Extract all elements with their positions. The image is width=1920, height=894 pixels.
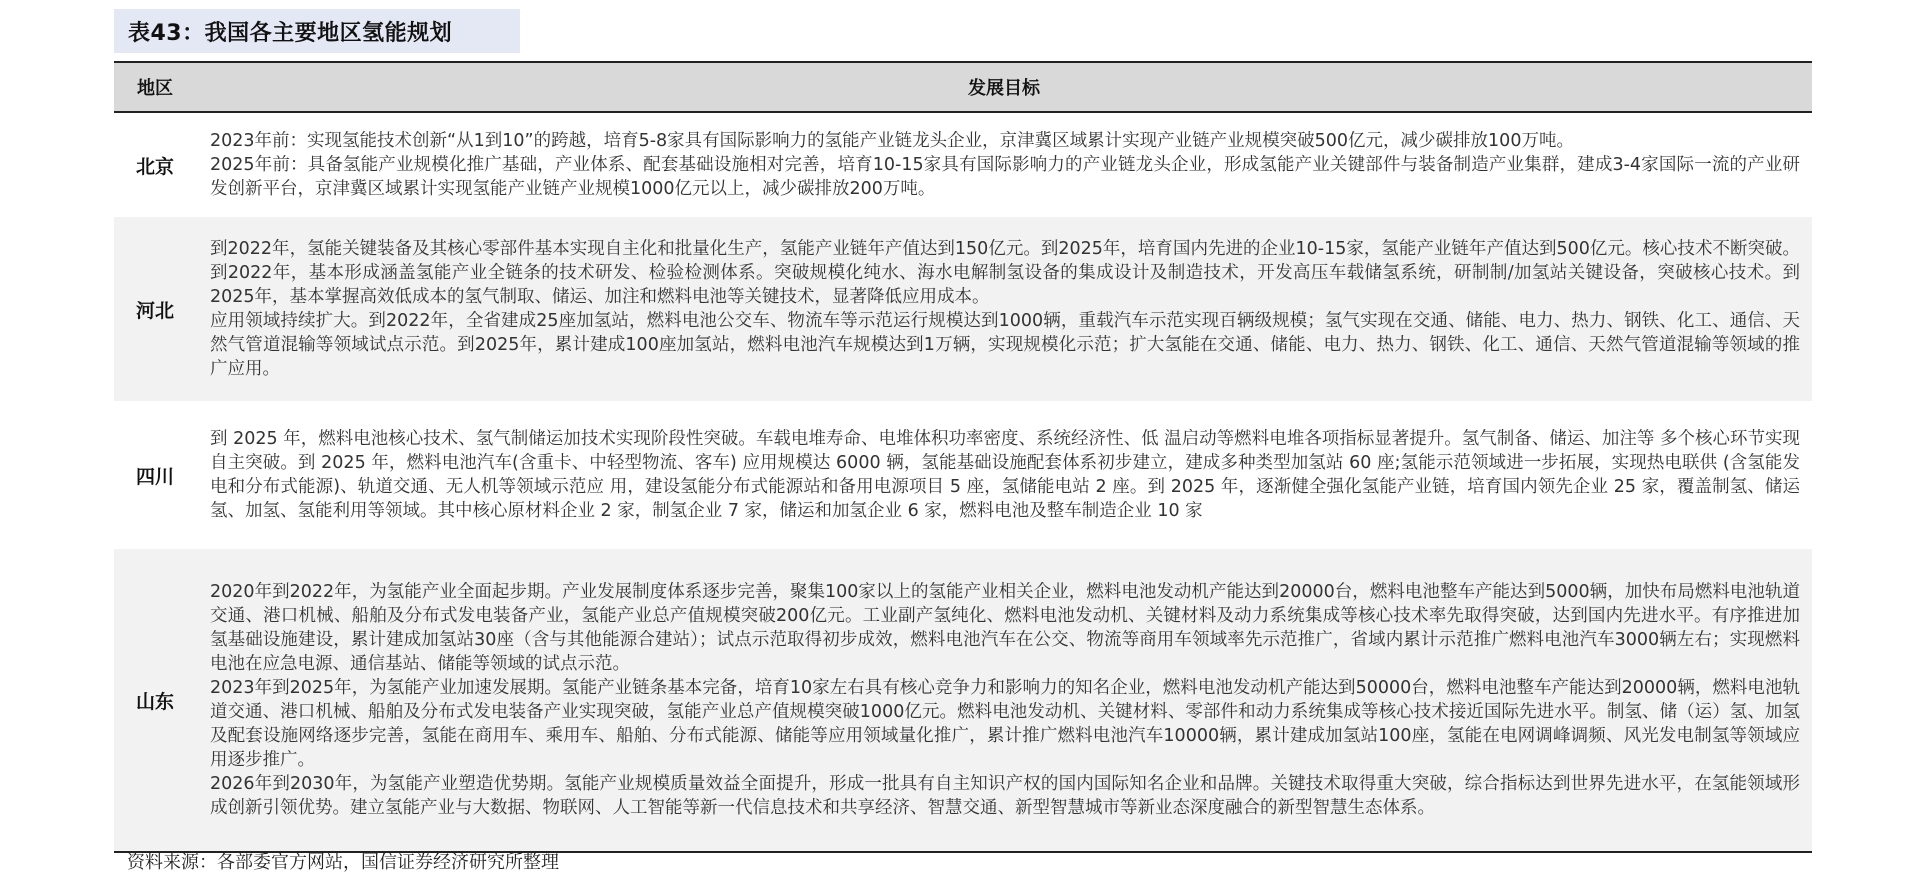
goal-paragraph: 2025年前：具备氢能产业规模化推广基础，产业体系、配套基础设施相对完善，培育10-15家具有国际影响力的产业链龙头企业，形成氢能产业关键部件与装备制造产业集群，建成3-4家国际一流的产业研发创新平台，京津冀区域累计实现氢能产业链产业规模1000亿元以上，减少碳排放200万吨。 [210,155,1800,199]
goal-paragraph: 应用领域持续扩大。到2022年，全省建成25座加氢站，燃料电池公交车、物流车等示范运行规模达到1000辆，重载汽车示范实现百辆级规模；氢气实现在交通、储能、电力、热力、钢铁、化工、通信、天然气管道混输等领域试点示范。到2025年，累计建成100座加氢站，燃料电池汽车规模达到1万辆，实现规模化示范；扩大氢能在交通、储能、电力、热力、钢铁、化工、通信、天然气管道混输等领域的推广应用。 [210,311,1800,379]
goal-paragraph: 到 2025 年，燃料电池核心技术、氢气制储运加技术实现阶段性突破。车载电堆寿命、电堆体积功率密度、系统经济性、低 温启动等燃料电堆各项指标显著提升。氢气制备、储运、加注等 多个核心环节实现自主突破。到 2025 年，燃料电池汽车(含重卡、中轻型物流、客车) 应用规模达 6000 辆，氢能基础设施配套体系初步建立，建成多种类型加氢站 60 座;氢能示范领域进一步拓展，实现热电联供 (含氢能发电和分布式能源)、轨道交通、无人机等领域示范应 用，建设氢能分布式能源站和备用电源项目 5 座，氢储能电站 2 座。到 2025 年，逐渐健全强化氢能产业链，培育国内领先企业 25 家，覆盖制氢、储运氢、加氢、氢能利用等领域。其中核心原材料企业 2 家，制氢企业 7 家，储运和加氢企业 6 家，燃料电池及整车制造企业 10 家 [210,429,1800,521]
hydrogen-plan-table [114,61,1812,853]
goal-cell [196,237,1812,381]
source-note: 资料来源：各部委官方网站，国信证券经济研究所整理 [127,852,559,873]
table-title-box [114,9,520,53]
goal-cell [196,580,1812,820]
region-cell: 河北 [135,299,174,322]
goal-paragraph: 2026年到2030年，为氢能产业塑造优势期。氢能产业规模质量效益全面提升，形成一批具有自主知识产权的国内国际知名企业和品牌。关键技术取得重大突破，综合指标达到世界先进水平，在氢能领域形成创新引领优势。建立氢能产业与大数据、物联网、人工智能等新一代信息技术和共享经济、智慧交通、新型智慧城市等新业态深度融合的新型智慧生态体系。 [210,774,1800,818]
table-row-hebei [114,217,1812,401]
goal-paragraph: 2020年到2022年，为氢能产业全面起步期。产业发展制度体系逐步完善，聚集100家以上的氢能产业相关企业，燃料电池发动机产能达到20000台，燃料电池整车产能达到5000辆，加快布局燃料电池轨道交通、港口机械、船舶及分布式发电装备产业，氢能产业总产值规模突破200亿元。工业副产氢纯化、燃料电池发动机、关键材料及动力系统集成等核心技术率先取得突破，达到国内先进水平。有序推进加氢基础设施建设，累计建成加氢站30座（含与其他能源合建站）；试点示范取得初步成效，燃料电池汽车在公交、物流等商用车领域率先示范推广，省域内累计示范推广燃料电池汽车3000辆左右；实现燃料电池在应急电源、通信基站、储能等领域的试点示范。 [210,582,1800,674]
table-title: 表43：我国各主要地区氢能规划 [128,20,453,46]
goal-paragraph: 到2022年，氢能关键装备及其核心零部件基本实现自主化和批量化生产，氢能产业链年产值达到150亿元。到2025年，培育国内先进的企业10-15家，氢能产业链年产值达到500亿元。核心技术不断突破。到2022年，基本形成涵盖氢能产业全链条的技术研发、检验检测体系。突破规模化纯水、海水电解制氢设备的集成设计及制造技术，开发高压车载储氢系统，研制制/加氢站关键设备，突破核心技术。到2025年，基本掌握高效低成本的氢气制取、储运、加注和燃料电池等关键技术，显著降低应用成本。 [210,239,1800,307]
goal-paragraph: 2023年前：实现氢能技术创新“从1到10”的跨越，培育5-8家具有国际影响力的氢能产业链龙头企业，京津冀区域累计实现产业链产业规模突破500亿元，减少碳排放100万吨。 [210,131,1574,151]
region-cell: 山东 [135,690,174,713]
goal-paragraph: 2023年到2025年，为氢能产业加速发展期。氢能产业链条基本完备，培育10家左右具有核心竞争力和影响力的知名企业，燃料电池发动机产能达到50000台，燃料电池整车产能达到20000辆，燃料电池轨道交通、港口机械、船舶及分布式发电装备产业实现突破，氢能产业总产值规模突破1000亿元。燃料电池发动机、关键材料、零部件和动力系统集成等核心技术接近国际先进水平。制氢、储（运）氢、加氢及配套设施网络逐步完善，氢能在商用车、乘用车、船舶、分布式能源、储能等应用领域量化推广，累计推广燃料电池汽车10000辆，累计建成加氢站100座，氢能在电网调峰调频、风光发电制氢等领域应用逐步推广。 [210,678,1800,770]
header-region: 地区 [137,78,173,99]
header-goal: 发展目标 [968,78,1040,99]
goal-cell [196,427,1812,523]
table-row-beijing [114,113,1812,217]
goal-cell [196,129,1812,201]
table-row-shandong [114,549,1812,851]
table-header-row [114,63,1812,113]
table-row-sichuan [114,401,1812,549]
region-cell: 北京 [135,155,174,178]
region-cell: 四川 [135,465,174,488]
